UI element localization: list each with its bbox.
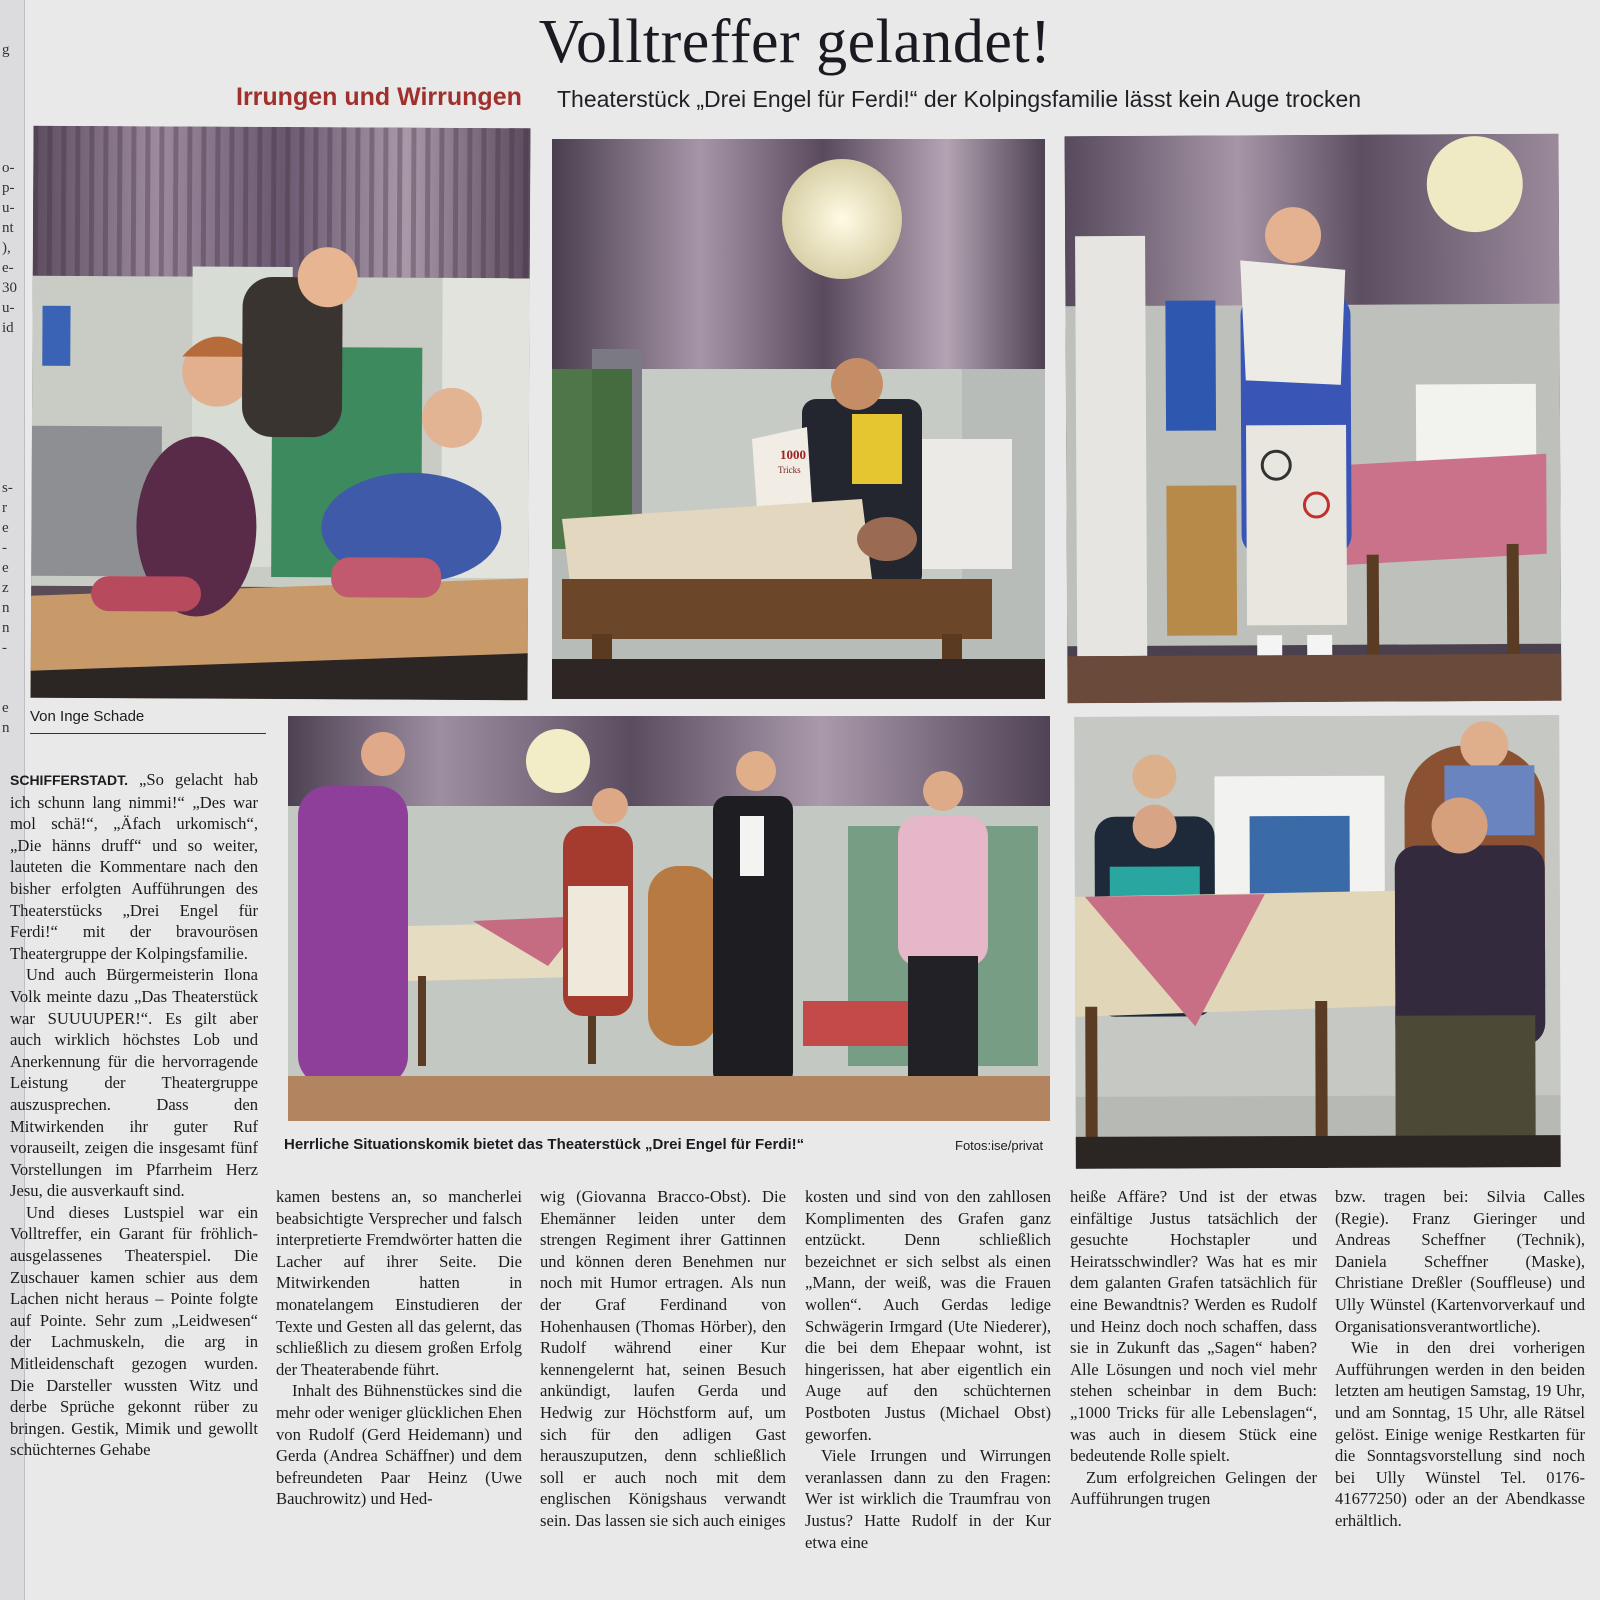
edge-fragment: e xyxy=(2,700,9,716)
photo-credit: Fotos:ise/privat xyxy=(955,1138,1044,1153)
article-paragraph xyxy=(540,1186,786,1532)
edge-fragment: n xyxy=(2,720,10,736)
article-paragraph xyxy=(1335,1337,1585,1531)
edge-fragment: 30 xyxy=(2,280,17,296)
paragraph-text: Viele Irrungen und Wirrungen veranlassen dann zu den Fragen: Wer ist wirklich die Traumfrau von Justus? Hatte Rudolf in der Kur etwa eine xyxy=(805,1446,1051,1552)
article-column-6 xyxy=(1335,1186,1585,1532)
book-title-text: 1000 xyxy=(780,447,806,462)
photo-stage-ensemble xyxy=(288,716,1050,1121)
subheadline: Theaterstück „Drei Engel für Ferdi!“ der Kolpingsfamilie lässt kein Auge trocken xyxy=(557,86,1362,112)
edge-fragment: n xyxy=(2,600,10,616)
dateline: SCHIFFERSTADT. xyxy=(10,772,128,788)
paragraph-text: Und dieses Lustspiel war ein Volltreffer, ein Garant für fröhlich-ausgelassenes Theaterspiel. Die Zuschauer kamen schier aus dem Lachen nicht heraus – Pointe folgte auf Pointe. Sehr zum „Leidwesen“ der Lachmuskeln, die arg in Mitleidenschaft gezogen wurden. Die Darsteller wussten Witz und derbe Sprüche gekonnt rüber zu bringen. Gestik, Mimik und gewollt schüchternes Gehabe xyxy=(10,1202,258,1460)
article-column-3 xyxy=(540,1186,786,1532)
paragraph-text: kosten und sind von den zahllosen Komplimenten des Grafen ganz entzückt. Denn schließlich bezeichnet er sich selbst als einen „Mann, der weiß, was die Frauen wollen“. Auch Gerdas ledige Schwägerin Irmgard (Ute Niederer), die bei dem Ehepaar wohnt, ist hingerissen, hat aber eigentlich ein Auge auf den schüchternen Postboten Justus (Michael Obst) geworfen. xyxy=(805,1187,1051,1444)
book-subtitle-text: Tricks xyxy=(778,465,801,475)
article-paragraph xyxy=(10,964,258,1202)
byline-rule xyxy=(30,733,266,734)
edge-fragment: e- xyxy=(2,260,14,276)
paragraph-text: Wie in den drei vorherigen Aufführungen werden in den beiden letzten am heutigen Samstag, 19 Uhr, und am Sonntag, 15 Uhr, alle Rätsel gelöst. Einige wenige Restkarten für die Sonntagsvorstellung sind noch bei Ully Wünstel Tel. 0176-41677250) oder an der Abendkasse erhältlich. xyxy=(1335,1338,1585,1530)
article-column-5 xyxy=(1070,1186,1317,1510)
edge-fragment: ), xyxy=(2,240,11,256)
edge-fragment: g xyxy=(2,42,10,58)
edge-fragment: o- xyxy=(2,160,15,176)
photo-table-scene xyxy=(1074,715,1561,1169)
paragraph-text: Inhalt des Bühnenstückes sind die mehr oder weniger glücklichen Ehen von Rudolf (Gerd Heidemann) und Gerda (Andrea Schäffner) und dem befreundeten Paar Heinz (Uwe Bauchrowitz) und Hed- xyxy=(276,1381,522,1509)
paragraph-text: Und auch Bürgermeisterin Ilona Volk meinte dazu „Das Theaterstück war SUUUUPER!“. Es gilt aber auch wirklich höchstes Lob und Anerkennung für die hervorragende Leistung der Theatergruppe auszusprechen. Dass den Mitwirkenden ihr guter Ruf vorauseilt, zeigen die insgesamt fünf Vorstellungen im Pfarrheim Herz Jesu, die ausverkauft sind. xyxy=(10,965,258,1201)
edge-fragment: e xyxy=(2,520,9,536)
edge-fragment: z xyxy=(2,580,9,596)
edge-fragment: id xyxy=(2,320,14,336)
edge-fragment: r xyxy=(2,500,7,516)
paragraph-text: wig (Giovanna Bracco-Obst). Die Ehemänner leiden unter dem strengen Regiment ihrer Gattinnen und können deren Benehmen nur noch mit Humor ertragen. Als nun der Graf Ferdinand von Hohenhausen (Thomas Hörber), den Rudolf während einer Kur kennengelernt hat, seinen Besuch ankündigt, laufen Gerda und Hedwig zur Höchstform auf, um sich für den adligen Gast herauszuputzen, denn schließlich soll er auch noch mit dem englischen Königshaus verwandt sein. Das lassen sie sich auch einiges xyxy=(540,1187,786,1530)
article-paragraph xyxy=(10,1202,258,1461)
paragraph-text: bzw. tragen bei: Silvia Calles (Regie). Franz Gieringer und Andreas Scheffner (Technik), Daniela Scheffner (Maske), Christiane Dreßler (Souffleuse) und Ully Wünstel (Kartenvorverkauf und Organisationsverantwortliche). xyxy=(1335,1187,1585,1336)
photo-woman-with-newspaper xyxy=(1065,134,1562,704)
article-paragraph xyxy=(1335,1186,1585,1337)
edge-fragment: - xyxy=(2,640,7,656)
article-column-4 xyxy=(805,1186,1051,1553)
edge-fragment: nt xyxy=(2,220,14,236)
kicker: Irrungen und Wirrungen xyxy=(236,83,522,111)
article-paragraph xyxy=(1070,1186,1317,1467)
article-column-1 xyxy=(10,769,258,1461)
edge-fragment: u- xyxy=(2,300,15,316)
article-paragraph xyxy=(276,1380,522,1510)
edge-fragment: u- xyxy=(2,200,15,216)
article-paragraph xyxy=(805,1445,1051,1553)
article-paragraph xyxy=(1070,1467,1317,1510)
edge-fragment: s- xyxy=(2,480,13,496)
photo-caption: Herrliche Situationskomik bietet das Theaterstück „Drei Engel für Ferdi!“ xyxy=(284,1136,805,1153)
photo-actors-crawling xyxy=(31,126,531,701)
edge-fragment: n xyxy=(2,620,10,636)
paragraph-text: kamen bestens an, so mancherlei beabsichtigte Versprecher und falsch interpretierte Fremdwörter hatten die Lacher auf ihrer Seite. Die Mitwirkenden hatten in monatelangem Einstudieren der Texte und Gesten all das gelernt, das schließlich zu diesem großen Erfolg der Theaterabende führt. xyxy=(276,1187,522,1379)
edge-fragment: - xyxy=(2,540,7,556)
paragraph-text: „So gelacht hab ich schunn lang nimmi!“ „Des war mol schä!“, „Äfach urkomisch“, „Die hänns druff“ und so weiter, lauteten die Kommentare nach den bisher erfolgten Aufführungen des Theaterstücks „Drei Engel für Ferdi!“ mit der bravourösen Theatergruppe der Kolpingsfamilie. xyxy=(10,770,258,963)
edge-fragment: e xyxy=(2,560,9,576)
headline: Volltreffer gelandet! xyxy=(538,8,1052,76)
paragraph-text: Zum erfolgreichen Gelingen der Aufführungen trugen xyxy=(1070,1467,1317,1509)
article-paragraph xyxy=(805,1186,1051,1445)
photo-man-reading-book xyxy=(552,139,1045,699)
article-column-2 xyxy=(276,1186,522,1510)
byline: Von Inge Schade xyxy=(30,708,145,725)
edge-fragment: p- xyxy=(2,180,15,196)
article-paragraph xyxy=(276,1186,522,1380)
article-paragraph xyxy=(10,769,258,964)
paragraph-text: heiße Affäre? Und ist der etwas einfältige Justus tatsächlich der gesuchte Hochstapler und Heiratsschwindler? Was hat es mir dem galanten Grafen tatsächlich für eine Bewandtnis? Werden es Rudolf und Heinz doch noch schaffen, dass sie in Zukunft das „Sagen“ haben? Alle Lösungen und noch viel mehr stehen scheinbar in dem Buch: „1000 Tricks für alle Lebenslagen“, was auch in diesem Stück eine bedeutende Rolle spielt. xyxy=(1070,1187,1317,1466)
